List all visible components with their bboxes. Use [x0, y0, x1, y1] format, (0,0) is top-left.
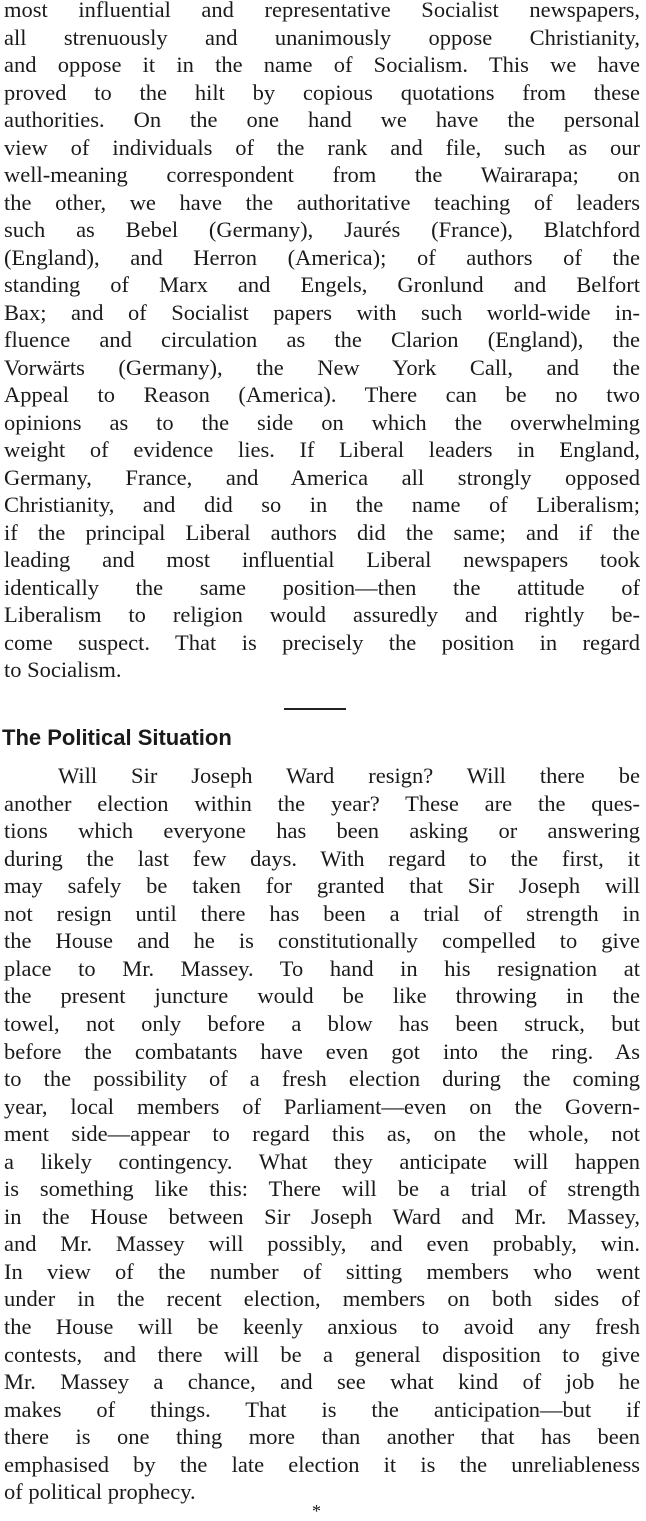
text-line: to Socialism.	[4, 657, 122, 682]
text-line: during the last few days. With regard to the first, it	[4, 845, 640, 871]
text-line: opinions as to the side on which the overwhelming	[4, 409, 640, 435]
text-line: if the principal Liberal authors did the same; and if the	[4, 519, 640, 545]
text-line: is something like this: There will be a trial of strength	[4, 1176, 640, 1202]
text-line: place to Mr. Massey. To hand in his resignation at	[4, 955, 640, 981]
text-line: (England), and Herron (America); of authors of the	[4, 244, 640, 270]
text-line: emphasised by the late election it is the unreliableness	[4, 1451, 640, 1477]
section-heading: The Political Situation	[2, 725, 232, 750]
text-line: proved to the hilt by copious quotations from these	[4, 79, 640, 105]
ornament-asterisk: *	[312, 1501, 321, 1521]
section-divider-rule	[284, 708, 346, 710]
text-line: of political prophecy.	[4, 1479, 196, 1505]
text-line: identically the same position—then the attitude of	[4, 574, 640, 600]
text-line: leading and most influential Liberal newspapers took	[4, 547, 640, 572]
text-line: Appeal to Reason (America). There can be no two	[4, 382, 640, 407]
text-line: tions which everyone has been asking or answering	[4, 818, 640, 844]
text-line: all strenuously and unanimously oppose Christianity,	[4, 24, 640, 50]
text-line: the present juncture would be like throwing in the	[4, 983, 640, 1009]
text-line: and Mr. Massey will possibly, and even probably, win.	[4, 1231, 640, 1257]
text-line: under in the recent election, members on both sides of	[4, 1286, 640, 1312]
text-line: Christianity, and did so in the name of Liberalism;	[4, 492, 640, 517]
text-line: another election within the year? These are the ques-	[4, 790, 640, 816]
text-line: to the possibility of a fresh election during the coming	[4, 1066, 640, 1092]
text-line: a likely contingency. What they anticipate will happen	[4, 1148, 640, 1174]
text-line: and oppose it in the name of Socialism. This we have	[4, 52, 640, 77]
text-line: standing of Marx and Engels, Gronlund and Belfort	[4, 272, 640, 297]
text-line: before the combatants have even got into the ring. As	[4, 1038, 640, 1064]
text-line: such as Bebel (Germany), Jaurés (France), Blatchford	[4, 217, 640, 242]
text-line: may safely be taken for granted that Sir Joseph will	[4, 873, 640, 899]
text-line: most influential and representative Socialist newspapers,	[4, 0, 640, 22]
text-line: there is one thing more than another that has been	[4, 1424, 640, 1450]
text-line: weight of evidence lies. If Liberal leaders in England,	[4, 437, 640, 462]
text-line: Germany, France, and America all strongly opposed	[4, 464, 640, 490]
text-line: the other, we have the authoritative teaching of leaders	[4, 189, 640, 215]
text-line: view of individuals of the rank and file, such as our	[4, 134, 640, 160]
text-line: the House will be keenly anxious to avoid any fresh	[4, 1314, 640, 1339]
text-line: authorities. On the one hand we have the personal	[4, 107, 640, 132]
text-line: ment side—appear to regard this as, on the whole, not	[4, 1121, 640, 1147]
text-line: In view of the number of sitting members who went	[4, 1258, 640, 1284]
text-line: year, local members of Parliament—even on the Govern-	[4, 1093, 640, 1119]
text-line: Bax; and of Socialist papers with such world-wide in-	[4, 299, 640, 325]
text-line: makes of things. That is the anticipation—but if	[4, 1396, 640, 1422]
text-line: Liberalism to religion would assuredly and rightly be-	[4, 602, 640, 627]
text-line: well-meaning correspondent from the Wairarapa; on	[4, 162, 640, 187]
text-line: Mr. Massey a chance, and see what kind of job he	[4, 1369, 640, 1395]
text-line: Vorwärts (Germany), the New York Call, and the	[4, 354, 640, 380]
text-line: towel, not only before a blow has been struck, but	[4, 1010, 640, 1036]
text-line: in the House between Sir Joseph Ward and Mr. Massey,	[4, 1203, 640, 1229]
text-line: the House and he is constitutionally compelled to give	[4, 928, 640, 954]
text-line: fluence and circulation as the Clarion (England), the	[4, 327, 640, 352]
text-line: Will Sir Joseph Ward resign? Will there be	[58, 763, 640, 788]
text-line: come suspect. That is precisely the position in regard	[4, 629, 640, 655]
text-line: not resign until there has been a trial of strength in	[4, 900, 640, 926]
text-line: contests, and there will be a general disposition to give	[4, 1341, 640, 1367]
